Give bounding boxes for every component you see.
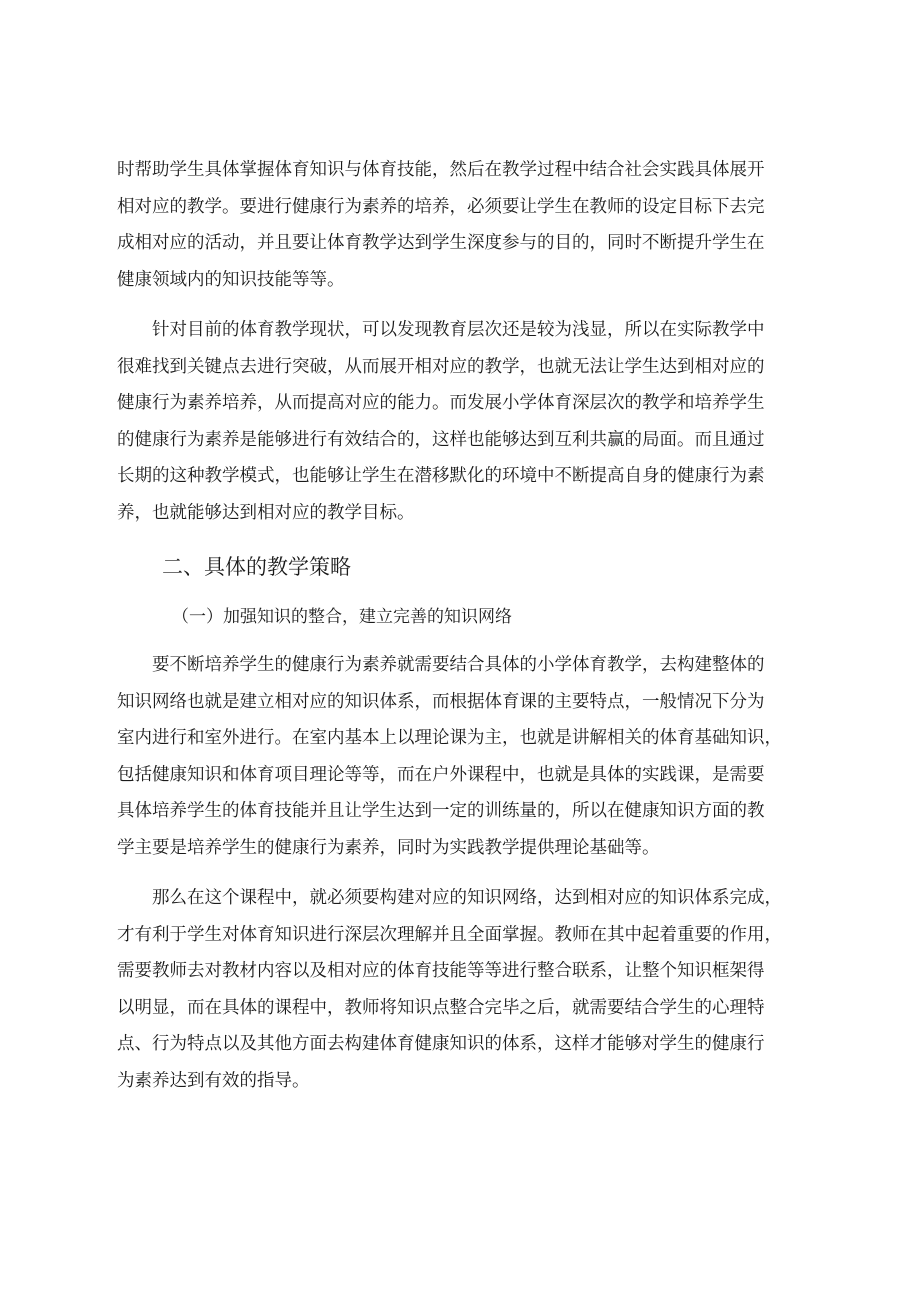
paragraph-continuation: [117, 152, 823, 298]
text-line: 为素养达到有效的指导。: [117, 1070, 310, 1091]
subsection-heading: （一）加强知识的整合，建立完善的知识网络: [172, 607, 512, 627]
text-line: 很难找到关键点去进行突破，从而展开相对应的教学，也就无法让学生达到相对应的: [117, 356, 765, 377]
text-line: 具体培养学生的体育技能并且让学生达到一定的训练量的，所以在健康知识方面的教: [117, 801, 765, 821]
paragraph-course-construction: [117, 880, 823, 1099]
text-line: 学主要是培养学生的健康行为素养，同时为实践教学提供理论基础等。: [117, 837, 660, 858]
paragraph-knowledge-network: [117, 647, 823, 866]
text-line: 需要教师去对教材内容以及相对应的体育技能等等进行整合联系，让整个知识框架得: [117, 961, 765, 981]
text-line: 那么在这个课程中，就必须要构建对应的知识网络，达到相对应的知识体系完成，: [152, 888, 782, 908]
document-page: [117, 152, 823, 1113]
text-line: 包括健康知识和体育项目理论等等，而在户外课程中，也就是具体的实践课，是需要: [117, 764, 765, 785]
text-line: 才有利于学生对体育知识进行深层次理解并且全面掌握。教师在其中起着重要的作用，: [117, 924, 782, 945]
text-line: 室内进行和室外进行。在室内基本上以理论课为主，也就是讲解相关的体育基础知识，: [117, 728, 782, 748]
text-line: 健康行为素养培养，从而提高对应的能力。而发展小学体育深层次的教学和培养学生: [117, 393, 765, 413]
section-heading: 二、具体的教学策略: [162, 555, 351, 579]
text-line: 长期的这种教学模式，也能够让学生在潜移默化的环境中不断提高自身的健康行为素: [117, 466, 765, 486]
text-line: 的健康行为素养是能够进行有效结合的，这样也能够达到互利共赢的局面。而且通过: [117, 429, 765, 450]
text-line: 以明显，而在具体的课程中，教师将知识点整合完毕之后，就需要结合学生的心理特: [117, 997, 765, 1018]
paragraph-current-status: [117, 312, 823, 531]
text-line: 针对目前的体育教学现状，可以发现教育层次还是较为浅显，所以在实际教学中: [152, 320, 765, 340]
text-line: 时帮助学生具体掌握体育知识与体育技能，然后在教学过程中结合社会实践具体展开: [117, 160, 765, 180]
text-line: 成相对应的活动，并且要让体育教学达到学生深度参与的目的，同时不断提升学生在: [117, 233, 765, 253]
text-line: 知识网络也就是建立相对应的知识体系，而根据体育课的主要特点，一般情况下分为: [117, 691, 765, 712]
text-line: 相对应的教学。要进行健康行为素养的培养，必须要让学生在教师的设定目标下去完: [117, 196, 765, 217]
text-line: 点、行为特点以及其他方面去构建体育健康知识的体系，这样才能够对学生的健康行: [117, 1034, 765, 1054]
text-line: 要不断培养学生的健康行为素养就需要结合具体的小学体育教学，去构建整体的: [152, 655, 765, 675]
text-line: 养，也就能够达到相对应的教学目标。: [117, 502, 415, 523]
text-line: 健康领域内的知识技能等等。: [117, 269, 345, 290]
